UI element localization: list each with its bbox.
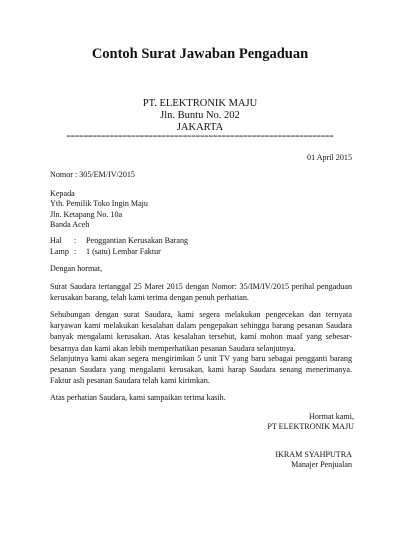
letterhead-divider: ============================================================== (66, 132, 334, 141)
signature-block (275, 450, 352, 471)
subject-lamp-colon: : (74, 246, 77, 256)
letterhead-company: PT. ELEKTRONIK MAJU (142, 98, 258, 109)
subject-hal-colon: : (74, 236, 77, 245)
recipient-kepada: Kepada (50, 189, 75, 198)
subject-block (50, 236, 188, 257)
body-paragraph-1: Surat Saudara tertanggal 25 Maret 2015 dengan Nomor: 35/IM/IV/2015 perihal pengaduan kerusakan barang, telah kami terima dengan penuh perhatian. (50, 282, 352, 303)
signer-position: Manajer Penjualan (291, 460, 352, 470)
body-paragraph-2: Sehubungan dengan surat Saudara, kami segera melakukan pengecekan dan ternyata karyawan kami melakukan kesalahan dalam pengepakan sehingga barang pesanan Saudara banyak mengalami kerusakan. Atas kesalahan tersebut, kami mohon maaf yang sebesar-besarnya dan kami akan lebih memperhatikan pesanan Saudara selanjutnya. (50, 310, 352, 353)
closing-regards: Hormat kami, (309, 412, 354, 421)
recipient-block (50, 189, 148, 231)
subject-lamp-label: Lamp (50, 246, 69, 256)
body-paragraph-3: Selanjutnya kami akan segera mengirimkan 5 unit TV yang baru sebagai pengganti barang pesanan Saudara yang mengalami kerusakan, kami harap Saudara senang menerimanya. Faktur asli pesanan Saudara telah kami kirimkan. (50, 354, 352, 386)
recipient-name: Yth. Pemilik Toko Ingin Maju (50, 199, 148, 209)
subject-hal-value: Penggantian Kerusakan Barang (86, 236, 189, 245)
recipient-street: Jln. Ketapang No. 10a (50, 209, 123, 219)
signer-name: IKRAM SYAHPUTRA (275, 450, 352, 459)
closing-company: PT ELEKTRONIK MAJU (267, 422, 354, 432)
closing-block (267, 412, 354, 433)
recipient-city: Banda Aceh (50, 220, 90, 230)
salutation: Dengan hormat, (50, 264, 103, 273)
document-title: Contoh Surat Jawaban Pengaduan (91, 46, 309, 62)
letter-number: Nomor : 305/EM/IV/2015 (50, 170, 135, 179)
subject-lamp-row (50, 247, 188, 258)
subject-hal-row (50, 236, 188, 247)
subject-hal-label: Hal (50, 236, 62, 245)
letter-date: 01 April 2015 (307, 153, 352, 162)
body-paragraph-4: Atas perhatian Saudara, kami sampaikan terima kasih. (50, 393, 226, 402)
subject-lamp-value: 1 (satu) Lembar Faktur (86, 246, 161, 256)
letterhead-street: Jln. Buntu No. 202 (160, 110, 240, 121)
letterhead-city: JAKARTA (176, 122, 224, 133)
